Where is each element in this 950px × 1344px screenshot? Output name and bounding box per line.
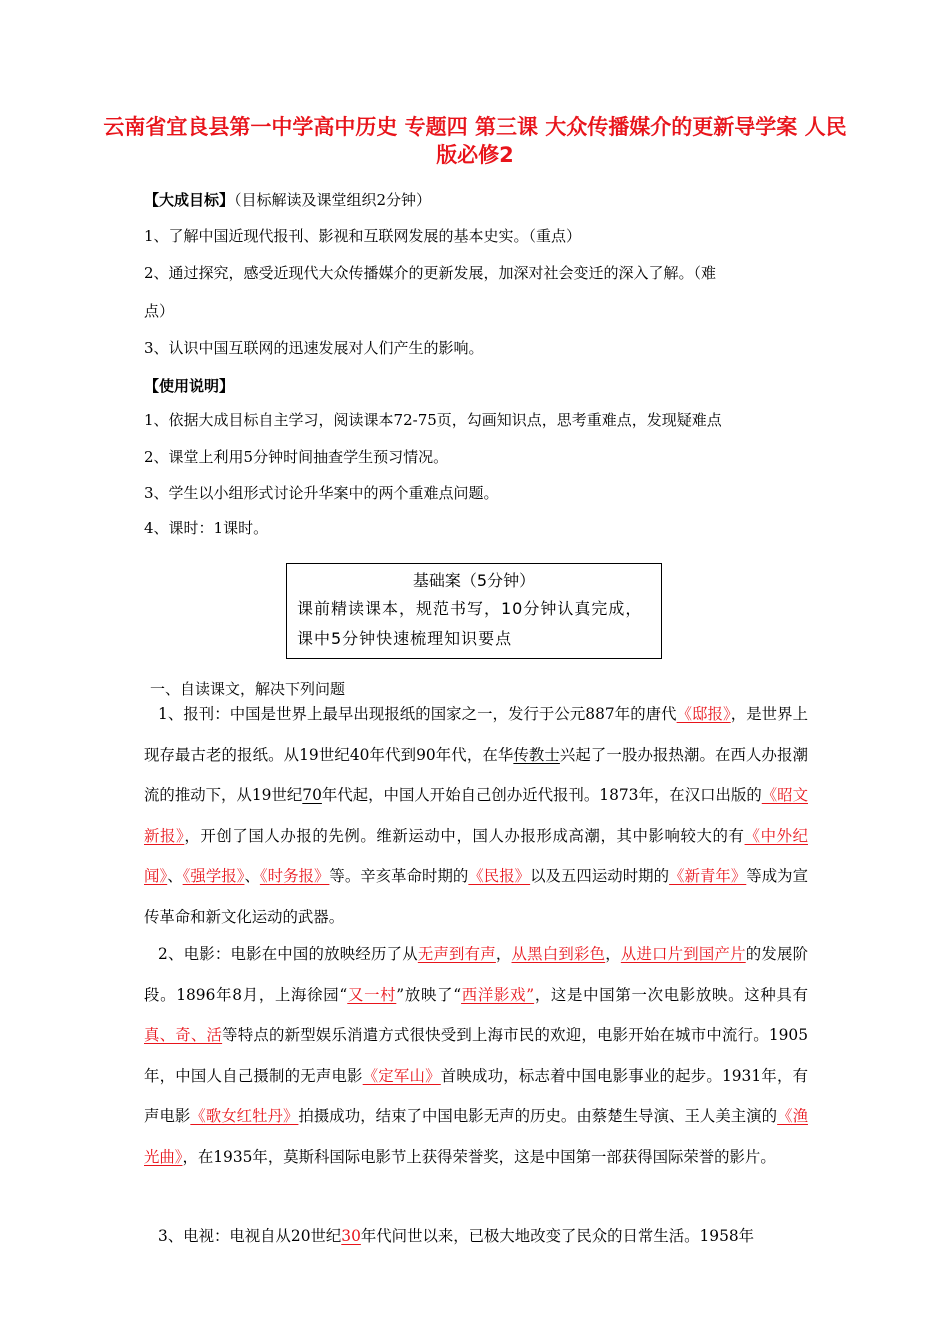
text: 年代起，中国人开始自己创办近代报刊。1873年，在汉口出版的 [321, 786, 762, 805]
paragraph-newspapers [144, 694, 808, 938]
answer: 《强学报》 [182, 867, 245, 886]
text: 1、报刊：中国是世界上最早出现报纸的国家之一，发行于公元887年的唐代 [158, 705, 677, 723]
text: ，是世界上现存最古老的报纸。从19世纪40年代到90年代，在华 [144, 705, 808, 764]
answer: 《歌女红牡丹》 [190, 1107, 299, 1126]
usage-item-1: 1、依据大成目标自主学习，阅读课本72-75页，勾画知识点，思考重难点，发现疑难点 [144, 411, 722, 429]
paragraph-film [144, 934, 808, 1178]
answer: 传教士 [513, 745, 560, 764]
text: 等。辛亥革命时期的 [329, 867, 469, 886]
usage-item-4: 4、课时：1课时。 [144, 519, 269, 537]
answer: 从黑白到彩色 [511, 945, 606, 963]
answer: 《中外纪闻》 [144, 826, 808, 886]
usage-item-2: 2、课堂上利用5分钟时间抽查学生预习情况。 [144, 448, 449, 466]
document-title: 云南省宜良县第一中学高中历史 专题四 第三课 大众传播媒介的更新导学案 人民版必修2 [103, 115, 847, 167]
answer: 又一村 [347, 985, 397, 1004]
answer: 无声到有声 [417, 945, 496, 963]
text: 的发展阶段。1896年8月，上海徐园“ [144, 945, 808, 1004]
answer: 真、奇、活 [144, 1026, 223, 1045]
answer: 《定军山》 [362, 1066, 441, 1085]
answer: 西洋影戏” [461, 985, 535, 1004]
goals-heading: 【大成目标】 [144, 191, 235, 209]
text: ”放映了“ [396, 985, 462, 1004]
text: 拍摄成功，结束了中国电影无声的历史。由蔡楚生导演、王人美主演的 [298, 1107, 778, 1126]
goals-heading-line [144, 190, 431, 210]
text: ， [495, 945, 512, 963]
goal-item-1: 1、了解中国近现代报刊、影视和互联网发展的基本史实。（重点） [144, 227, 582, 245]
text: 等成为宣传革命和新文化运动的武器。 [144, 867, 808, 926]
text: 、 [167, 867, 183, 886]
goal-item-2: 2、通过探究，感受近现代大众传播媒介的更新发展，加深对社会变迁的深入了解。（难 [144, 264, 717, 282]
answer: 《昭文新报》 [144, 786, 808, 845]
answer: 从进口片到国产片 [620, 945, 746, 963]
answer: 《民报》 [468, 867, 531, 886]
answer: 《时务报》 [259, 867, 330, 886]
text: 、 [244, 867, 260, 886]
usage-heading: 【使用说明】 [144, 377, 235, 395]
goal-item-3: 3、认识中国互联网的迅速发展对人们产生的影响。 [144, 339, 484, 357]
text: 兴起了一股办报热潮。在西人办报潮流的推动下，从19世纪 [144, 745, 808, 805]
text: ，开创了国人办报的先例。维新运动中，国人办报形成高潮，其中影响较大的有 [184, 826, 745, 845]
basic-case-box [286, 563, 662, 659]
answer: 《新青年》 [669, 867, 747, 886]
section-heading-1: 一、自读课文，解决下列问题 [150, 680, 346, 698]
answer: 70 [302, 786, 322, 805]
text: 等特点的新型娱乐消遣方式很快受到上海市民的欢迎，电影开始在城市中流行。1905年，中国人自己摄制的无声电影 [144, 1026, 808, 1085]
answer: 《邸报》 [676, 705, 731, 723]
answer: 30 [341, 1227, 361, 1245]
text: 以及五四运动时期的 [530, 867, 670, 886]
goals-note: （目标解读及课堂组织2分钟） [234, 191, 432, 209]
basic-case-body: 课前精读课本，规范书写，10分钟认真完成，课中5分钟快速梳理知识要点 [297, 599, 643, 648]
text: 年代问世以来，已极大地改变了民众的日常生活。1958年 [360, 1227, 755, 1245]
text: 首映成功，标志着中国电影事业的起步。1931年，有声电影 [144, 1066, 808, 1126]
goal-item-2-cont: 点） [144, 302, 175, 320]
text: 2、电影：电影在中国的放映经历了从 [158, 945, 418, 963]
text: 3、电视：电视自从20世纪 [158, 1227, 342, 1245]
text: ， [605, 945, 621, 963]
text: ，在1935年，莫斯科国际电影节上获得荣誉奖，这是中国第一部获得国际荣誉的影片。 [182, 1147, 776, 1166]
basic-case-title: 基础案（5分钟） [412, 571, 536, 590]
text: ，这是中国第一次电影放映。这种具有 [534, 985, 808, 1004]
answer: 《渔光曲》 [144, 1107, 808, 1166]
paragraph-television [144, 1216, 808, 1257]
usage-item-3: 3、学生以小组形式讨论升华案中的两个重难点问题。 [144, 484, 499, 502]
